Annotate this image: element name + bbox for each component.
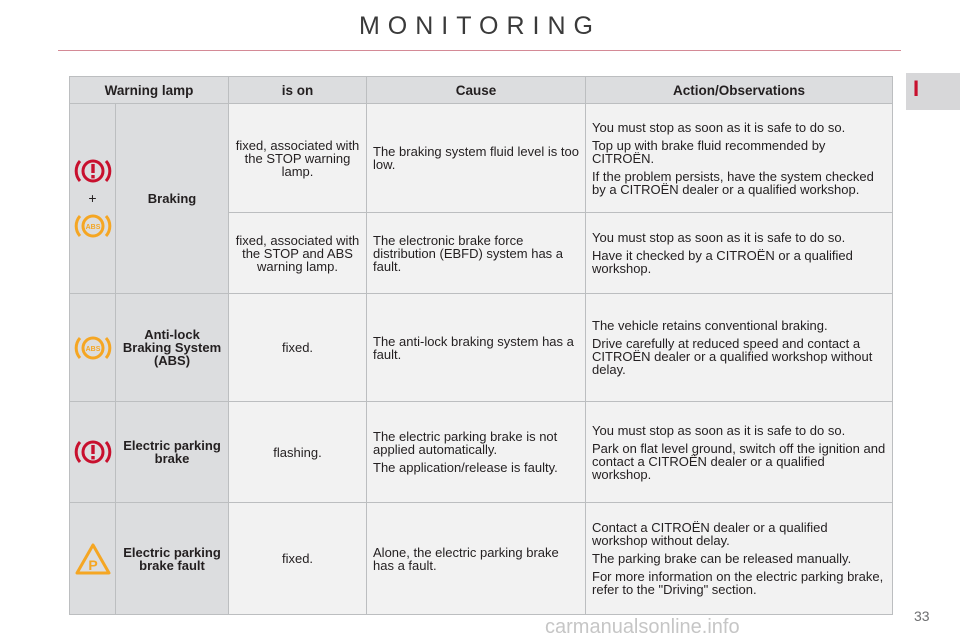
header-warning-lamp: Warning lamp (70, 77, 229, 104)
action-text: You must stop as soon as it is safe to do so. (592, 230, 846, 245)
warning-lamp-table (69, 76, 893, 615)
action-text: If the problem persists, have the system checked by a CITROËN dealer or a qualified workshop. (592, 168, 874, 197)
abs-action (586, 294, 893, 402)
braking-icons-cell (70, 104, 116, 294)
epb-fault-icon-cell (70, 503, 116, 615)
action-text: Have it checked by a CITROËN or a qualified workshop. (592, 248, 853, 276)
epb-fault-action (586, 503, 893, 615)
page-title: MONITORING (358, 12, 602, 40)
action-text: Drive carefully at reduced speed and contact a CITROËN dealer or a qualified workshop without delay. (592, 336, 873, 377)
cause-text: The braking system fluid level is too low. (373, 144, 579, 172)
svg-text:ABS: ABS (85, 224, 100, 231)
epb-fault-cause (367, 503, 586, 615)
plus-sign: + (88, 190, 97, 206)
cause-text: The electric parking brake is not applied automatically. (373, 429, 558, 457)
epb-fault-is-on: fixed. (229, 503, 367, 615)
action-text: You must stop as soon as it is safe to do so. (592, 119, 846, 135)
braking-action-2 (586, 213, 893, 294)
epb-action (586, 402, 893, 503)
action-text: Contact a CITROËN dealer or a qualified workshop without delay. (592, 520, 828, 548)
abs-amber-icon (74, 333, 112, 363)
braking-is-on-1: fixed, associated with the STOP warning lamp. (229, 104, 367, 213)
epb-name: Electric parking brake (116, 402, 229, 503)
cause-text: The application/release is faulty. (373, 460, 558, 475)
epb-is-on: flashing. (229, 402, 367, 503)
svg-text:P: P (87, 556, 98, 573)
abs-name: Anti-lock Braking System (ABS) (116, 294, 229, 402)
action-text: The vehicle retains conventional braking. (592, 318, 828, 333)
table-header-row (70, 77, 893, 104)
cause-text: Alone, the electric parking brake has a fault. (373, 544, 559, 573)
braking-cause-1 (367, 104, 586, 213)
table-row (70, 104, 893, 213)
abs-is-on: fixed. (229, 294, 367, 402)
chapter-tab (906, 73, 960, 110)
chapter-label: I (913, 76, 920, 101)
action-text: Top up with brake fluid recommended by CITROËN. (592, 137, 826, 166)
abs-amber-icon (74, 211, 112, 241)
braking-name: Braking (116, 104, 229, 294)
cause-text: The electronic brake force distribution (EBFD) system has a fault. (373, 232, 564, 274)
table-row (70, 503, 893, 615)
title-divider (58, 50, 901, 51)
header-cause: Cause (367, 77, 586, 104)
braking-cause-2 (367, 213, 586, 294)
brake-warning-red-icon (74, 437, 112, 467)
header-is-on: is on (229, 77, 367, 104)
action-text: For more information on the electric parking brake, refer to the "Driving" section. (592, 569, 884, 597)
svg-text:ABS: ABS (85, 345, 100, 353)
epb-cause (367, 402, 586, 503)
watermark: carmanualsonline.info (545, 616, 740, 638)
braking-is-on-2: fixed, associated with the STOP and ABS warning lamp. (229, 213, 367, 294)
brake-warning-red-icon (74, 156, 112, 186)
epb-fault-name: Electric parking brake fault (116, 503, 229, 615)
parking-brake-fault-amber-icon (74, 542, 112, 576)
action-text: Park on flat level ground, switch off the ignition and contact a CITROËN dealer or a qualified workshop. (592, 440, 886, 482)
table-row (70, 294, 893, 402)
cause-text: The anti-lock braking system has a fault. (373, 333, 574, 362)
page-number: 33 (914, 608, 930, 624)
epb-icon-cell (70, 402, 116, 503)
action-text: The parking brake can be released manually. (592, 551, 852, 566)
table-row (70, 402, 893, 503)
header-action: Action/Observations (586, 77, 893, 104)
action-text: You must stop as soon as it is safe to do so. (592, 422, 846, 438)
abs-cause (367, 294, 586, 402)
abs-icon-cell (70, 294, 116, 402)
braking-action-1 (586, 104, 893, 213)
